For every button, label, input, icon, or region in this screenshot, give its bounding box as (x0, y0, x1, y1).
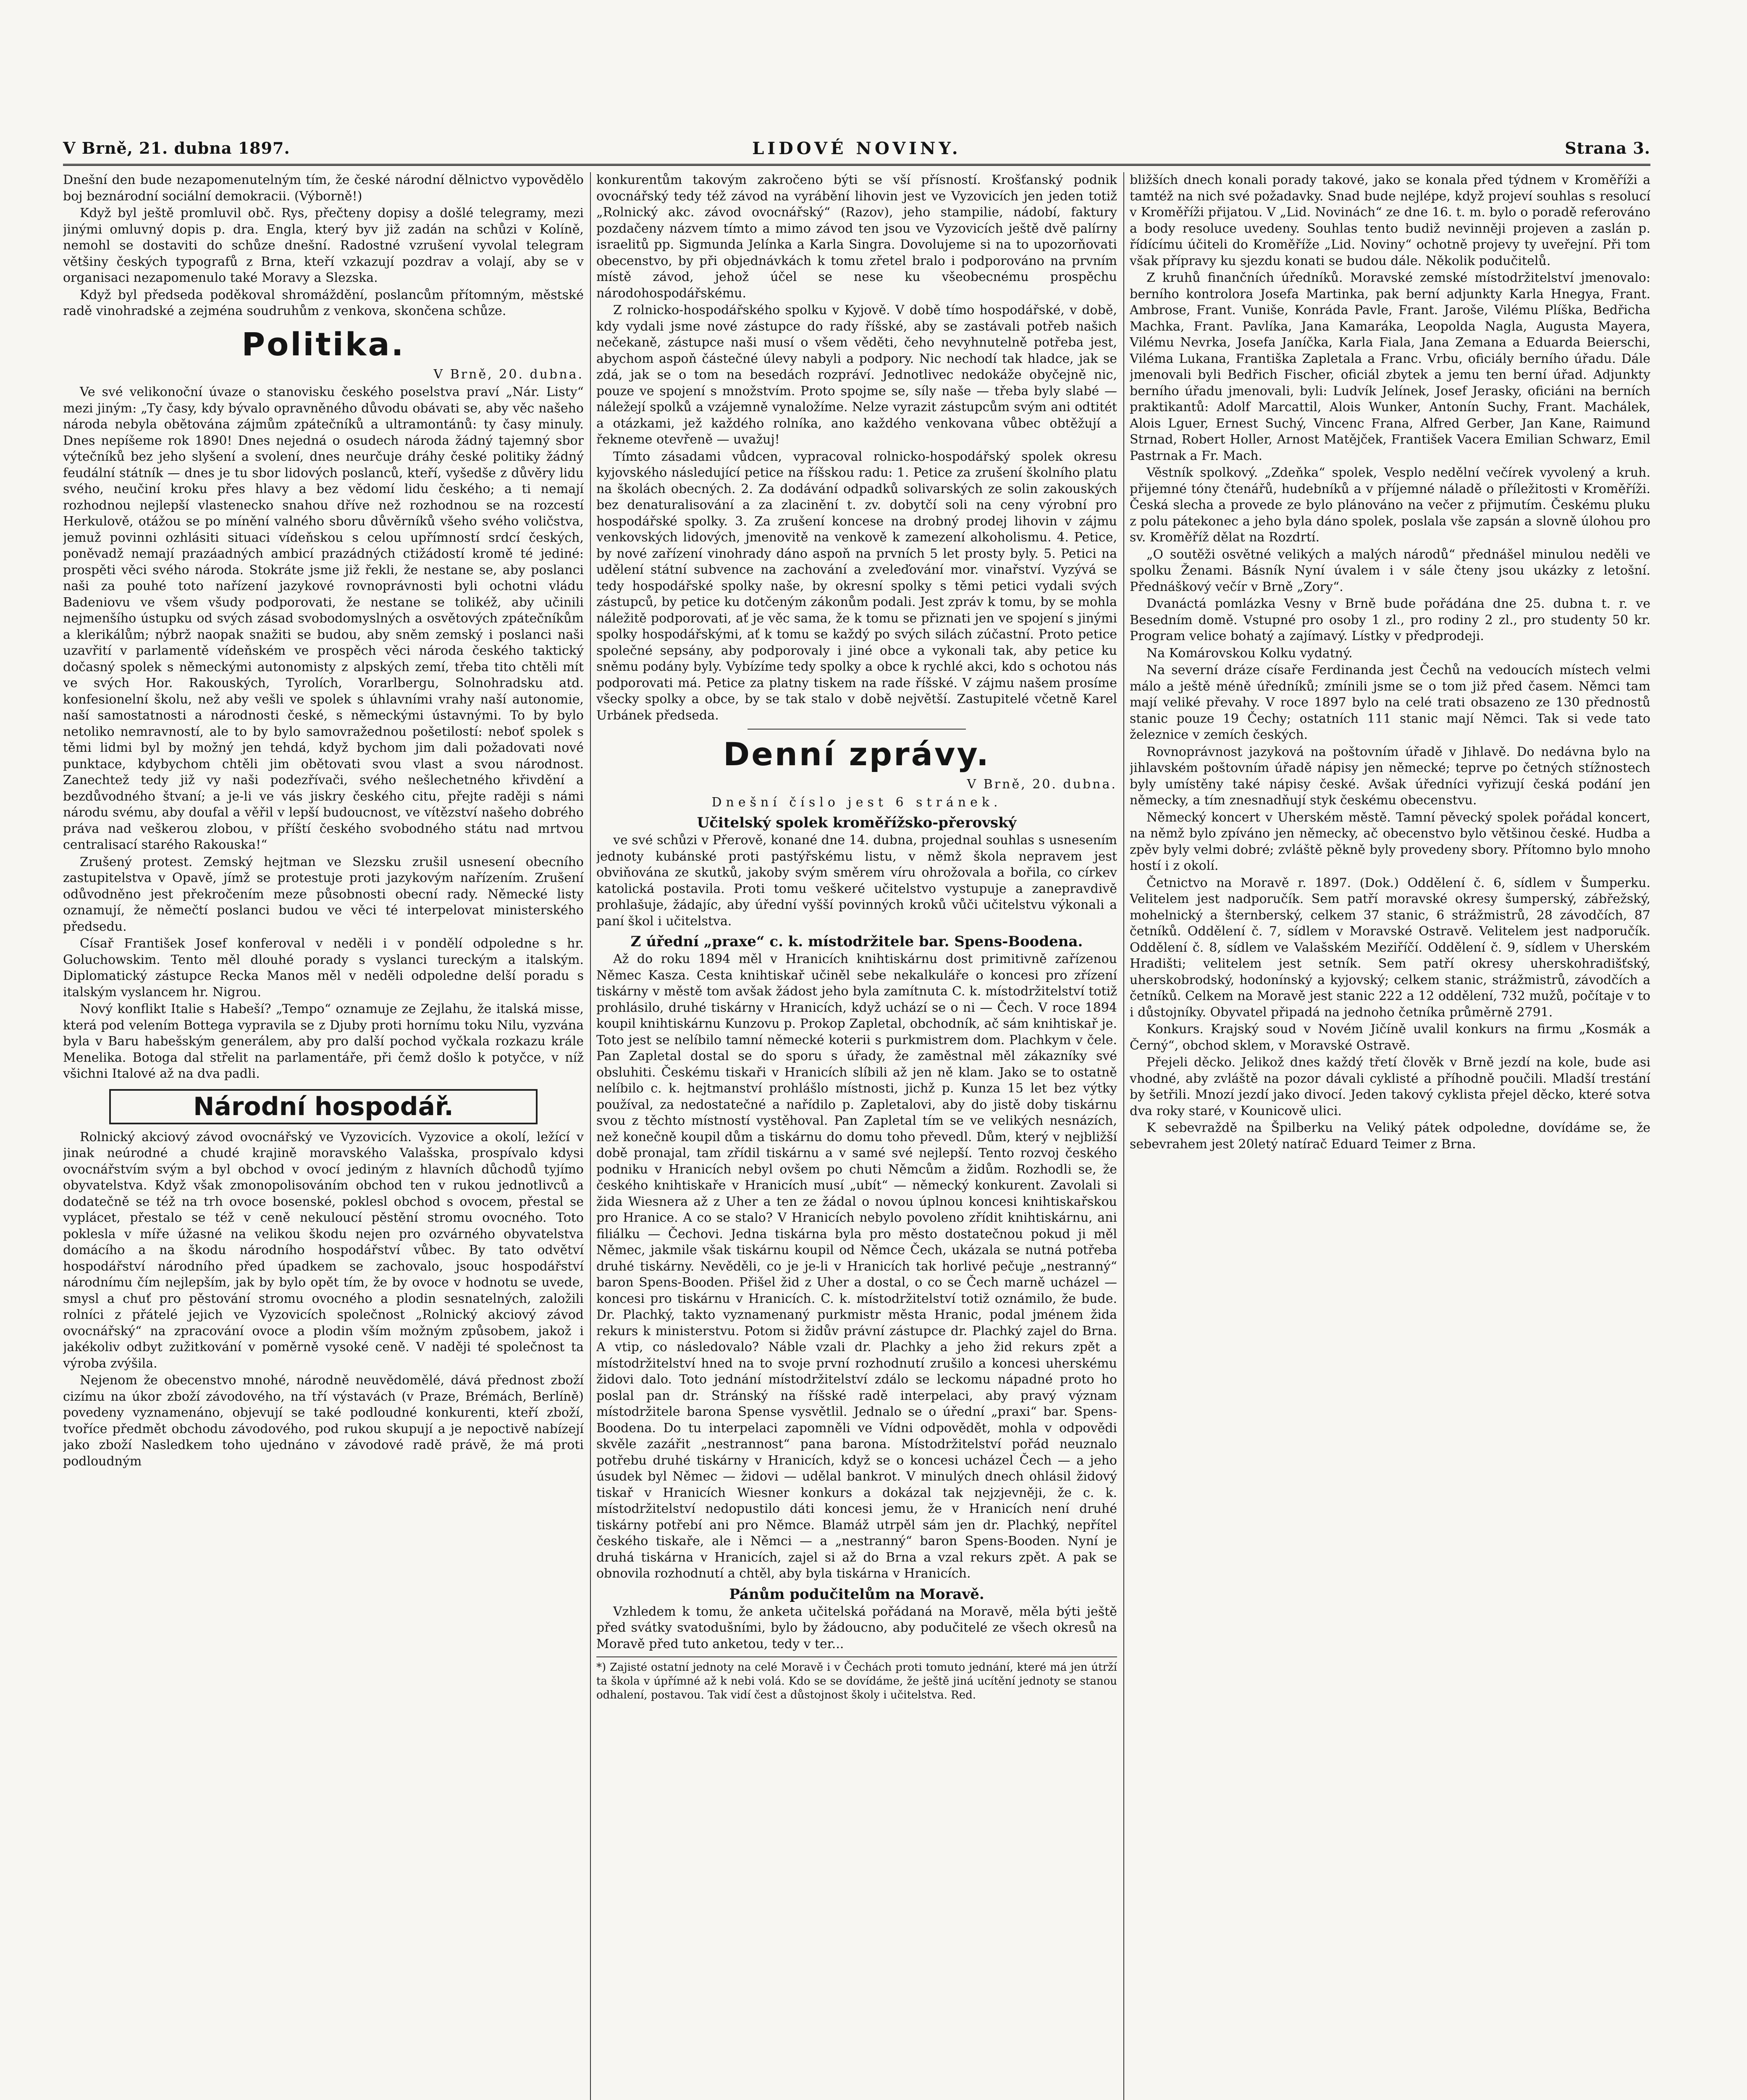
paragraph: Přejeli děcko. Jelikož dnes každý třetí člověk v Brně jezdí na kole, bude asi vhodné, aby zvláště na pozor dávali cyklisté a příhodně poučili. Mladší trestání by šetřili. Mnozí jezdí jako divocí. Jeden takový cyklista přejel děcko, které sotva dva roky staré, v Kounicově ulici. (1130, 1055, 1650, 1118)
column-divider (1123, 172, 1124, 2100)
paragraph: Ve své velikonoční úvaze o stanovisku českého poselstva praví „Nár. Listy“ mezi jiným: „Ty časy, kdy bývalo opravněného důvodu obávati se, aby věc našeho národa nebyla obětována zájmům zpátečníků a ultramontánů: ty časy minuly. Dnes nepíšeme rok 1890! Dnes nejedná o osudech národa žádný tajemný sbor výtečníků bez jeho slyšení a svolení, dnes neurčuje dráhy české politiky žádný feudální státník — dnes je tu sbor lidových poslanců, kteří, vyšedše z důvěry lidu svého, neučiní kroku přes hlavy a bez vědomí lidu českého; a ti nemají rozhodnou nejlepší vlastenecko snahou dříve než rozhodnou se na rozcestí Herkulově, otážou se po mínění valného sboru důvěrníků všeho svého voličstva, jemuž povinni ozhlásiti situaci vídeňskou s celou upřímností srdcí českých, poněvadž nemají prazáadných ambicí prazádných ctižádostí kromě té jediné: prospěti věci svého národa. Stokráte jsme již řekli, že nestane se, aby poslanci naši za pouhé toto nařízení jazykové rovnoprávnosti byli ochotni vládu Badeniovu ve všem všudy podporovati, že nestane se tolikéž, aby učinili nejmenšího ústupku od svých zásad svobodomyslných a osvětových zpátečníkům a klerikálům; nýbrž naopak snažiti se budou, aby sněm zemský i poslanci naši uzavřití v parlamentě vídeňském ve prospěch věci národa českého taktický dočasný spolek s německými autonomisty z alpských zemí, třeba tito chtěli mít ve svých Hor. Rakouských, Tyrolích, Vorarlbergu, Solnohradsku atd. konfesionelní školu, než aby vešli ve spolek s úhlavními vrahy naší autonomie, naší samostatnosti a národnosti české, s německými ústavnými. To by bylo netoliko nemravností, ale to by bylo samovražednou pošetilostí: neboť spolek s těmi lidmi byl by možný jen tehdá, když bychom jim dali požadovati nové punktace, kdybychom chtěli jim obětovati svou vlast a svou národnost. Zanechtež tedy již vy naši podezřívači, svého nešlechetného křivdění a bezdůvodného štvaní; a je-li ve vás jiskry českého citu, přejte raději s námi národu svému, aby doufal a věřil v lepší budoucnost, ve vítězství našeho dobrého práva nad veškerou zlobou, v příští českého svobodného státu nad mrtvou centralisací starého Rakouska!“ (63, 385, 584, 852)
section-separator (748, 729, 966, 730)
paragraph: Z rolnicko-hospodářského spolku v Kyjově. V době tímo hospodářské, v době, kdy vydali jsme nové zástupce do rady říšské, aby se zastávali potřeb našich nečekaně, zástupce naši musí o všem věděti, čeho nevyhnutelně potřeba jest, abychom aspoň částečné úlevy nabyli a podpory. Nic nechodí tak hladce, jak se zdá, jak se o tom na besedách rozpráví. Jednotlivec nedokáže obyčejně nic, pouze ve spojení s množstvím. Proto spojme se, síly naše — třeba byly slabé — náležejí spolků a vzájemně vynaložíme. Nelze vyrazit zástupcům svým ani odtitét a otázkami, jež každého rolníka, ano každého venkovana vůbec obtěžují a řekneme otevřeně — uvažuj! (596, 303, 1117, 447)
article-heading: Z úřední „praxe“ c. k. místodržitele bar. Spens-Boodena. (630, 933, 1083, 950)
paragraph: Když byl ještě promluvil obč. Rys, přečteny dopisy a došlé telegramy, mezi jinými omluvný dopis p. dra. Engla, který byv již zadán na schůzi v Kolíně, nemohl se dostaviti do schůze dnešní. Radostné vzrušení vyvolal telegram většiny českých typografů z Brna, kteří vzkazují pozdrav a volají, aby se v organisaci nezapomenulo také Moravy a Slezska. (63, 206, 584, 285)
paragraph: Vzhledem k tomu, že anketa učitelská pořádaná na Moravě, měla býti ještě před svátky svatodušními, bylo by žádoucno, aby podučitelé ze všech okresů na Moravě před tuto anketou, tedy v ter... (596, 1604, 1117, 1651)
header-dateline: V Brně, 21. dubna 1897. (63, 139, 290, 158)
paragraph: bližších dnech konali porady takové, jako se konala před týdnem v Kroměříži a tamtéž na nich své požadavky. Snad bude nejlépe, když projeví souhlas s resolucí v Kroměříži přijatou. V „Lid. Novinách“ ze dne 16. t. m. bylo o poradě referováno a body resoluce uvedeny. Souhlas tento budiž nevinněji projeven a zaslán p. řídícímu účiteli do Kroměříže „Lid. Noviny“ ochotně projevy ty uveřejní. Při tom však přípravy ku sjezdu konati se budou dále. Několik podučitelů. (1130, 173, 1650, 268)
column-divider (590, 172, 591, 2100)
paragraph: „O soutěži osvětné velikých a malých národů“ přednášel minulou neděli ve spolku Ženami. Básník Nyní úvalem i v sále čteny jsou ukázky z letošní. Přednáškový večír v Brně „Zory“. (1130, 547, 1650, 594)
paragraph: Císař František Josef konferoval v neděli i v pondělí odpoledne s hr. Goluchowskim. Tento měl dlouhé porady s vyslanci tureckým a italským. Diplomatický zástupce Recka Manos měl v neděli odpoledne delší poradu s italským vyslancem hr. Nigrou. (63, 936, 584, 1000)
footnote: *) Zajisté ostatní jednoty na celé Moravě i v Čechách proti tomuto jednání, které má jen útrží ta škola v úpřímné až k nebi volá. Kdo se se dovídáme, že ještě jiná ucítění jednoty se stanou odhalení, postavou. Tak vidí čest a důstojnost školy i učitelstva. Red. (596, 1656, 1117, 1702)
paragraph: konkurentům takovým zakročeno býti se vší přísností. Krošťanský podnik ovocnářský tedy též závod na vyrábění lihovin jest ve Vyzovicích jen jeden totiž „Rolnický akc. závod ovocnářský“ (Razov), jeho stampilie, nádobí, faktury pozdačeny názvem tímto a mimo závod ten jsou ve Vyzovicích ještě dvě palírny israelitů pp. Sigmunda Jelínka a Karla Singra. Dovolujeme si na to upozorňovati obecenstvo, by při objednávkách k tomu zřetel bralo i podporováno na prvním místě závod, jehož účel se nese ku všeobecnému prospěchu národohospodářskému. (596, 173, 1117, 301)
paragraph: K sebevraždě na Špilberku na Veliký pátek odpoledne, dovídáme se, že sebevrahem jest 20letý natírač Eduard Teimer z Brna. (1130, 1121, 1650, 1152)
section-dateline: V Brně, 20. dubna. (433, 367, 584, 382)
paragraph: Konkurs. Krajský soud v Novém Jičíně uvalil konkurs na firmu „Kosmák a Černý“, obchod sklem, v Moravské Ostravě. (1130, 1022, 1650, 1053)
section-dateline: V Brně, 20. dubna. (967, 777, 1117, 792)
paragraph: Na severní dráze císaře Ferdinanda jest Čechů na vedoucích místech velmi málo a ještě méně úředníků; zmínili jsme se o tom již před časem. Němci tam mají veliké převahy. V roce 1897 bylo na celé trati obsazeno ze 130 přednostů stanic pouze 19 Čechy; ostatních 111 stanic mají Němci. Tak si vede tato železnice v zemích českých. (1130, 663, 1650, 742)
masthead-title: LIDOVÉ NOVINY. (752, 139, 961, 158)
article-heading: Učitelský spolek kroměřížsko-přerovský (697, 814, 1017, 831)
paragraph: Četnictvo na Moravě r. 1897. (Dok.) Oddělení č. 6, sídlem v Šumperku. Velitelem jest nadporučík. Sem patří moravské okresy šumperský, zábřežský, mohelnický a šternberský, celkem 37 stanic, 6 strážmistrů, 28 závodčích, 87 četníků. Oddělení č. 7, sídlem v Moravské Ostravě. Velitelem jest nadporučík. Oddělení č. 8, sídlem ve Valašském Meziříčí. Oddělení č. 9, sídlem v Uherském Hradišti; velitelem jest setník. Sem patří okresy uherskohradišťský, uherskobrodský, hodonínský a kyjovský; celkem stanic, strážmistrů, závodčích a četníků. Celkem na Moravě jest stanic 222 a 12 oddělení, 732 mužů, počítaje v to i důstojníky. Obyvatel připadá na jednoho četníka průměrně 2791. (1130, 875, 1650, 1020)
paragraph: Tímto zásadami vůdcen, vypracoval rolnicko-hospodářský spolek okresu kyjovského následující petice na říšskou radu: 1. Petice za zrušení školního platu na školách obecných. 2. Za dodávání odpadků solivarských ze solin zakouských bez denaturalisování a za zlacinění t. zv. dobytčí soli na ceny výrobní pro hospodářské spolky. 3. Za zrušení koncese na drobný prodej lihovin v zájmu venkovských lidových, jmenovitě na venkově k zamezení alkoholismu. 4. Petice, by nové zařízení vinohrady dáno aspoň na prvních 5 let prosty byly. 5. Petici na udělení státní subvence na zachování a zveleďování mor. vinařství. Vyzývá se tedy hospodářské spolky naše, by okresní spolky s těmi petici vydali svých zástupců, by petice ku dotčeným zákonům podali. Jest zpráv k tomu, by se mohla náležitě podporovati, ať je věc sama, že k tomu se přiznati jen ve spojení s jinými spolky hospodářskými, ať k tomu se každý po svých silách zúčastní. Proto petice společné sepsány, aby podporovaly i jiné obce a vykonali tak, aby petice ku sněmu podány byly. Vybízíme tedy spolky a obce k rychlé akci, kdo s ochotou nás podporovati má. Petice za platny tiskem na rade říšské. V zájmu našem prosíme všecky spolky a obce, by se tak stalo v době největší. Zastupitelé včetně Karel Urbánek předseda. (596, 449, 1117, 723)
page-header (63, 139, 1650, 166)
section-title-politika: Politika. (241, 325, 405, 363)
paragraph: ve své schůzi v Přerově, konané dne 14. dubna, projednal souhlas s usnesením jednoty kubánské proti pastýřskému listu, v němž škola nepravem jest obviňována ze skutků, jakoby svým směrem víru ohrožovala a bořila, co církev katolická postavila. Proti tomu veškeré učitelstvo vystupuje a zanepravdivě prohlašuje, žádajíc, aby úřední vyšší povinných kroků vůči učitelstvu výkonali a paní škol i učitelstva. (596, 833, 1117, 929)
paragraph: Dnešní den bude nezapomenutelným tím, že české národní dělnictvo vypovědělo boj beznárodní sociální demokracii. (Výborně!) (63, 173, 584, 204)
paragraph: Věstník spolkový. „Zdeňka“ spolek, Vesplo nedělní večírek vyvolený a kruh. přijemné tóny čtenářů, hudebníků a v příjemné náladě o příležitosti v Kroměříži. Česká slecha a provede ze bylo plánováno na večer z přijmutím. Českému pluku z polu pátekonec a jeho byla dáno spolek, poslala vše zapsán a slovně úlohou pro sv. Kroměříž dělat na Rozdrtí. (1130, 465, 1650, 545)
paragraph: Až do roku 1894 měl v Hranicích knihtiskárnu dost primitivně zařízenou Němec Kasza. Cesta knihtiskař učiněl sebe nekalkuláře o koncesi pro zřízení tiskárny v městě tom avšak žádost jeho byla zamítnuta C. k. místodržitelství totiž prohlásilo, druhé tiskárny v Hranicích, když uchází se o ni — Čech. V roce 1894 koupil knihtiskárnu Kunzovu p. Prokop Zapletal, obchodník, ač sám knihtiskař je. Toto jest se nelíbilo tamní německé koterii s purkmistrem dom. Plachkym v čele. Pan Zapletal dostal se do sporu s úřady, že zaměstnal měl zákazníky své obsluhiti. Českému tiskaři v Hranicích slíbili až jen ně klam. Jako se to ostatně nelíbilo c. k. hejtmanství prohlášlo místnosti, jichž p. Kunza 15 let bez výtky používal, za nedostatečné a nařídilo p. Zapletalovi, aby do jistě doby tiskárnu svou z těchto místností vystěhoval. Pan Zapletal tím se ve velikých nesnázích, než konečně koupil dům a tiskárnu do domu toho převedl. Dům, který v nejbližší době pronajal, tam zřídil tiskárnu a v samé své nejlepší. Tento rozvoj českého podniku v Hranicích nebyl ovšem po chuti Němcům a židům. Rozhodli se, že českého knihtiskaře v Hranicích musí „ubít“ — německý konkurent. Zavolali si žida Wiesnera až z Uher a ten ze žádal o novou úplnou koncesi knihtiskařskou pro Hranice. A co se stalo? V Hranicích nebylo povoleno zřídit knihtiskárnu, ani filiálku — Čechovi. Jedna tiskárna byla pro město dostatečnou pokud ji měl Němec, jakmile však tiskárnu koupil od Němce Čech, ukázala se nutná potřeba druhé tiskárny. Nevěděli, co je je-li v Hranicích tak horlivé pečuje „nestranný“ baron Spens-Booden. Přišel žid z Uher a dostal, o co se Čech marně ucházel — koncesi pro tiskárnu v Hranicích. C. k. místodržitelství totiž oznámilo, že bude. Dr. Plachký, takto vyznamenaný purkmistr města Hranic, podal jménem žida rekurs k ministerstvu. Potom si židův právní zástupce dr. Plachký zajel do Brna. A vtip, co následovalo? Náble vzali dr. Plachky a jeho žid rekurs zpět a místodržitelství hned na to svoje první rozhodnutí zrušilo a koncesi uherskému židovi dalo. Toto jednání místodržitelství zdálo se leckomu nápadné proto ho poslal pan dr. Stránský na říšské radě interpelaci, aby pravý význam místodržitele barona Spense vysvětlil. Jednalo se o úřední „praxi“ bar. Spens-Boodena. Do tu interpelaci zapomněli ve Vídni odpovědět, mohla v odpovědi skvěle zazářit „nestrannost“ pana barona. Místodržitelství pořád neuznalo potřebu druhé tiskárny v Hranicích, když se o koncesi ucházel Čech — a jeho úsudek byl Němec — židovi — udělal bankrot. V minulých dnech ohlásil židový tiskař v Hranicích Wiesner konkurs a dokázal tak nejzjevněji, že c. k. místodržitelství nedopustilo dáti koncesi jemu, že v Hranicích není druhé tiskárny potřebí ani pro Němce. Blamáž utrpěl sám jen dr. Plachký, nepřítel českého tiskaře, ale i Němci — a „nestranný“ baron Spens-Booden. Nyní je druhá tiskárna v Hranicích, zajel si až do Brna a vzal rekurs zpět. A pak se obnovila rozhodnutí a chtěl, aby byla tiskárna v Hranicích. (596, 952, 1117, 1581)
paragraph: Dvanáctá pomlázka Vesny v Brně bude pořádána dne 25. dubna t. r. ve Besedním domě. Vstupné pro osoby 1 zl., pro rodiny 2 zl., pro studenty 50 kr. Program velice bohatý a zajímavý. Lístky v předprodeji. (1130, 596, 1650, 643)
paragraph: Rolnický akciový závod ovocnářský ve Vyzovicích. Vyzovice a okolí, ležící v jinak neúrodné a chudé krajině moravského Valašska, prospívalo kdysi ovocnářstvím svým a byl obchod v ovocí jediným z hlavních důchodů tyjímo obyvatelstva. Když však zmonopolisováním obchod ten v rukou jednotlivců a dodatečně se též na trh ovoce bosenské, poklesl obchod s ovocem, přestal se vyplácet, přestalo se též v ceně nekuloucí pěstění stromu ovocného. Toto poklesla v míře úžasné na velikou škodu nejen pro ozvárného obyvatelstva domácího a na škodu národního hospodářství vůbec. By tato odvětví hospodářství národního před úpadkem se zachovalo, jsouc hospodářství národnímu čím nejlepším, jak by bylo opět tím, že by ovoce v hodnotu se uvede, smysl a chuť pro pěstování stromu ovocného a plodin sesnatelných, založili rolníci z přátelé jejich ve Vyzovicích společnost „Rolnický akciový závod ovocnářský“ na zpracování ovoce a plodin vším možným způsobem, jakož i jakékoliv odbyt zužitkování v poměrně vysoké ceně. V naději té společnost ta výroba zvýšila. (63, 1129, 584, 1371)
paragraph: Nejenom že obecenstvo mnohé, národně neuvědomělé, dává přednost zboží cizímu na úkor zboží závodového, na tří výstavách (v Praze, Brémách, Berlíně) povedeny vyznamenáno, objevují se také podloudné konkurenti, kteří zboží, tvoříce předmět obchodu závodového, pod rukou skupují a je nepoctivě nabízejí jako zboží Nasledkem toho ujednáno v závodové radě právě, že má proti podloudným (63, 1373, 584, 1469)
page-number: Strana 3. (1565, 139, 1650, 158)
section-title-denni-zpravy: Denní zprávy. (723, 735, 990, 773)
column-2 (596, 172, 1117, 2100)
paragraph: Když byl předseda poděkoval shromáždění, poslancům přítomným, městské radě vinohradské a zejména soudruhům z venkova, skončena schůze. (63, 287, 584, 318)
paragraph: Na Komárovskou Kolku vydatný. (1146, 646, 1353, 661)
issue-note: Dnešní číslo jest 6 stránek. (711, 795, 1002, 810)
paragraph: Z kruhů finančních úředníků. Moravské zemské místodržitelství jmenovalo: berního kontrolora Josefa Martinka, pak berní adjunkty Karla Hnegya, Frant. Ambrose, Frant. Vuniše, Konráda Pavle, Frant. Jaroše, Vilému Plíška, Bedřicha Machka, Frant. Pavlíka, Jana Kamaráka, Leopolda Nagla, Augusta Mayera, Vilému Nevrka, Josefa Janíčka, Karla Fiala, Jana Zemana a Eduarda Beierschi, Viléma Lukana, Františka Zapletala a Franc. Vrbu, oficiály berního úřadu. Dále jmenovali byli Bedřich Fischer, oficiál zbytek a jemu ten berní úřad. Adjunkty berního úřadu jmenovali, byli: Ludvík Jelínek, Josef Jerasky, oficiáni na berních praktikantů: Adolf Marcattil, Alois Wunker, Antonín Suchy, Frant. Machálek, Alois Lguer, Ernest Suchý, Vincenc Frana, Alfred Gerber, Jan Kane, Raimund Strnad, Robert Holler, Arnost Matějček, František Vacera Emilian Schwarz, Emil Pastrnak a Fr. Mach. (1130, 270, 1650, 463)
paragraph: Nový konflikt Italie s Habeší? „Tempo“ oznamuje ze Zejlahu, že italská misse, která pod velením Bottega vypravila se z Djuby proti hornímu toku Nilu, vyzvána byla v Baru habešským generálem, aby pro další pochod vyčkala rozkazu krále Menelika. Botoga dal střelit na parlamentáře, při čemž došlo k potyčce, v níž všichni Italové až na dva padli. (63, 1002, 584, 1081)
paragraph: Německý koncert v Uherském městě. Tamní pěvecký spolek pořádal koncert, na němž bylo zpíváno jen německy, ač obecenstvo bylo většinou české. Hudba a zpěv byly velmi dobré; zvláště pěkně byly provedeny sbory. Přítomno bylo mnoho hostí i z okolí. (1130, 810, 1650, 873)
column-1 (63, 172, 584, 2100)
article-heading: Pánům podučitelům na Moravě. (729, 1586, 984, 1603)
paragraph: Rovnoprávnost jazyková na poštovním úřadě v Jihlavě. Do nedávna bylo na jihlavském poštovním úřadě nápisy jen německé; teprve po četných stížnostech byly umístěny také nápisy české. Avšak úředníci vyřizují česká podání jen německy, a tím znesnadňují styk českému obecenstvu. (1130, 744, 1650, 808)
column-3 (1130, 172, 1650, 2100)
paragraph: Zrušený protest. Zemský hejtman ve Slezsku zrušil usnesení obecního zastupitelstva v Opavě, jímž se protestuje proti jazykovým nařízením. Zrušení odůvodněno jest překročením meze působnosti obecní rady. Německé listy oznamují, že němečtí poslanci budou ve věci té interpelovat ministerského předsedu. (63, 854, 584, 934)
section-title-narodni-hospodar: Národní hospodář. (109, 1089, 538, 1124)
